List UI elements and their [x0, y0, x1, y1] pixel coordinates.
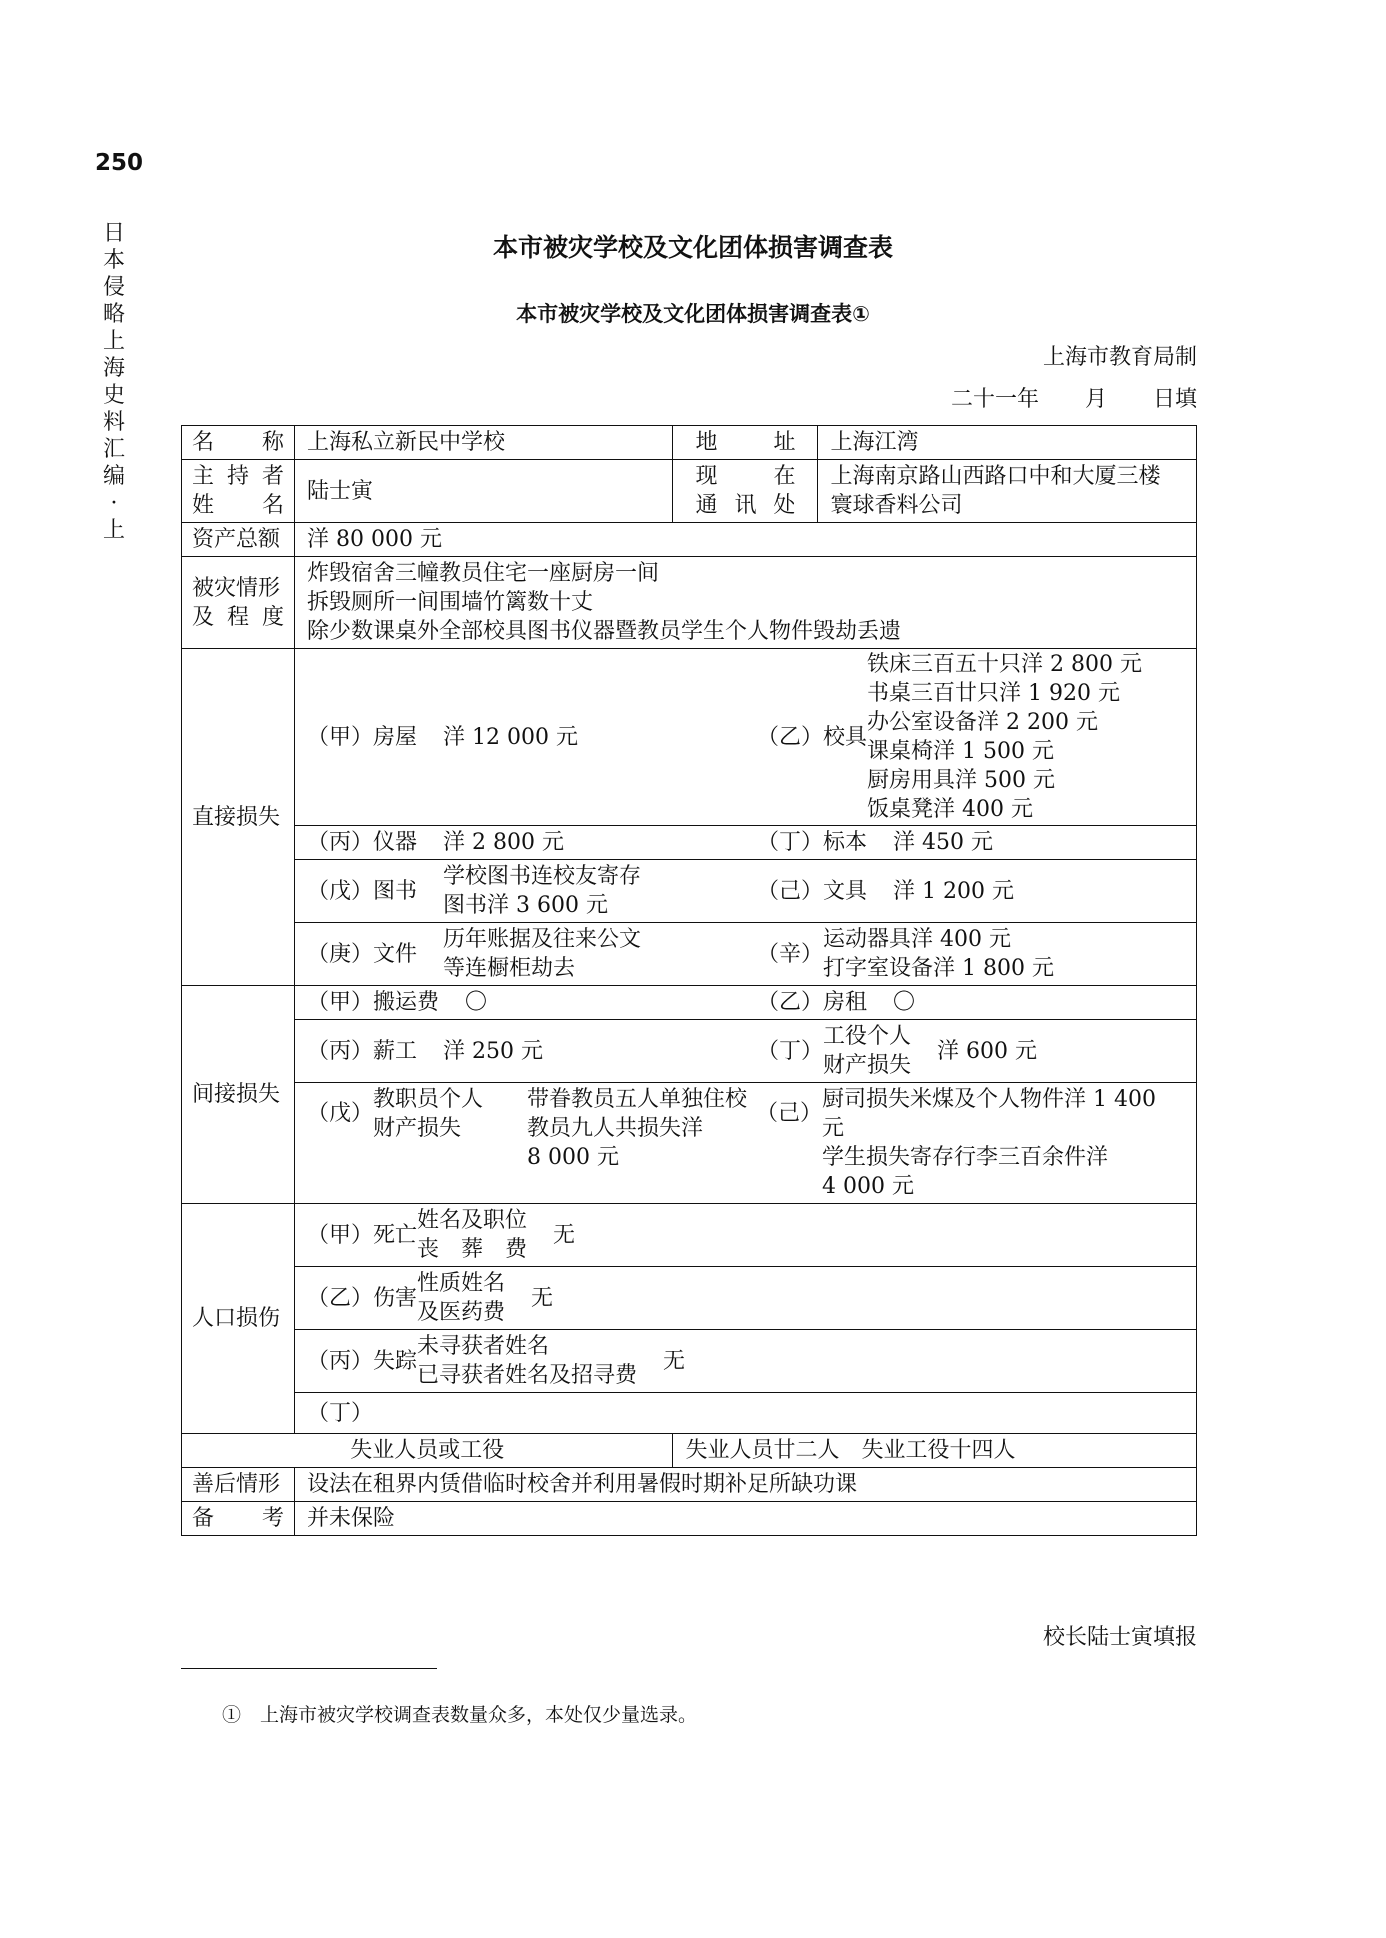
label-indirect: 间接损失 — [182, 986, 295, 1204]
direct-jia-value: 洋 12 000 元 — [443, 724, 578, 750]
indirect-ji-tag: （己） — [755, 1101, 822, 1126]
indirect-jia-value: 〇 — [465, 990, 488, 1015]
direct-geng-value: 历年账据及往来公文 等连橱柜劫去 — [443, 927, 642, 981]
indirect-row-1 — [182, 986, 1197, 1020]
label-unemployed: 失业人员或工役 — [182, 1434, 673, 1468]
casualty-yi-label: 性质姓名 及医药费 — [417, 1271, 506, 1325]
page-title: 本市被灾学校及文化团体损害调查表 — [492, 233, 893, 262]
direct-wu-tag: （戊）图书 — [307, 878, 418, 904]
footnote-divider — [181, 1668, 437, 1669]
indirect-row-2 — [182, 1020, 1197, 1083]
indirect-bing-value: 洋 250 元 — [443, 1038, 543, 1064]
row-remarks — [182, 1502, 1197, 1536]
direct-ding-value: 洋 450 元 — [893, 830, 993, 855]
direct-jia-tag: （甲）房屋 — [307, 724, 418, 750]
row-host — [182, 460, 1197, 523]
direct-row-3 — [182, 860, 1197, 923]
direct-xin-value: 运动器具洋 400 元 打字室设备洋 1 800 元 — [823, 927, 1054, 981]
label-host: 主 持 者 姓 名 — [182, 460, 295, 523]
label-casualty: 人口损伤 — [182, 1204, 295, 1434]
value-contact: 上海南京路山西路口中和大厦三楼 寰球香料公司 — [818, 460, 1197, 523]
direct-yi-tag: （乙）校具 — [757, 724, 868, 750]
casualty-ding-tag: （丁） — [295, 1393, 1197, 1434]
value-disaster: 炸毁宿舍三幢教员住宅一座厨房一间 拆毁厕所一间围墙竹篱数十丈 除少数课桌外全部校具图书仪器暨教员学生个人物件毁劫丢遗 — [295, 557, 1197, 649]
casualty-yi-tag: （乙）伤害 — [307, 1285, 418, 1311]
casualty-yi-value: 无 — [531, 1285, 554, 1311]
label-name: 名 称 — [182, 426, 295, 460]
date-month: 月 — [1084, 387, 1107, 412]
direct-geng-tag: （庚）文件 — [307, 941, 418, 967]
casualty-bing-label: 未寻获者姓名 已寻获者姓名及招寻费 — [417, 1334, 638, 1388]
label-direct: 直接损失 — [182, 649, 295, 986]
indirect-ding-tag: （丁） — [757, 1038, 824, 1064]
direct-yi-value: 铁床三百五十只洋 2 800 元 书桌三百廿只洋 1 920 元 办公室设备洋 2 200 元 课桌椅洋 1 500 元 厨房用具洋 500 元 饭桌凳洋 400 元 — [867, 652, 1142, 822]
indirect-yi-value: 〇 — [893, 990, 916, 1015]
label-assets: 资产总额 — [182, 523, 295, 557]
label-contact: 现 在 通 讯 处 — [673, 460, 818, 523]
indirect-ding-label: 工役个人 财产损失 — [823, 1024, 912, 1078]
casualty-row-2 — [182, 1267, 1197, 1330]
direct-bing-tag: （丙）仪器 — [307, 830, 418, 855]
row-aftermath — [182, 1468, 1197, 1502]
label-address: 地 址 — [673, 426, 818, 460]
running-book-title: 日本侵略上海史料汇编·上 — [102, 221, 125, 543]
casualty-jia-tag: （甲）死亡 — [307, 1222, 418, 1248]
indirect-wu-label: 教职员个人 财产损失 — [373, 1087, 484, 1141]
direct-row-2 — [182, 826, 1197, 860]
casualty-jia-value: 无 — [553, 1222, 576, 1248]
direct-xin-tag: （辛） — [757, 941, 824, 967]
table-title: 本市被灾学校及文化团体损害调查表① — [516, 302, 870, 326]
indirect-bing-tag: （丙）薪工 — [307, 1038, 418, 1064]
casualty-bing-tag: （丙）失踪 — [307, 1348, 418, 1374]
direct-wu-value: 学校图书连校友寄存 图书洋 3 600 元 — [443, 864, 642, 918]
value-address: 上海江湾 — [818, 426, 1197, 460]
date-line — [951, 382, 1197, 413]
date-year: 二十一年 — [950, 387, 1039, 412]
issuer: 上海市教育局制 — [1042, 345, 1197, 370]
casualty-jia-label: 姓名及职位 丧 葬 费 — [417, 1208, 528, 1262]
date-day: 日填 — [1152, 387, 1197, 412]
casualty-row-4 — [182, 1393, 1197, 1434]
indirect-ding-value: 洋 600 元 — [937, 1038, 1038, 1064]
direct-bing-value: 洋 2 800 元 — [443, 830, 564, 855]
label-aftermath: 善后情形 — [182, 1468, 295, 1502]
indirect-jia-tag: （甲）搬运费 — [307, 990, 440, 1015]
damage-survey-table — [181, 425, 1197, 1536]
value-host: 陆士寅 — [295, 460, 673, 523]
value-remarks: 并未保险 — [295, 1502, 1197, 1536]
row-name — [182, 426, 1197, 460]
row-assets — [182, 523, 1197, 557]
label-disaster: 被灾情形 及 程 度 — [182, 557, 295, 649]
direct-ji-value: 洋 1 200 元 — [893, 878, 1014, 904]
label-remarks: 备 考 — [182, 1502, 295, 1536]
casualty-row-3 — [182, 1330, 1197, 1393]
page-number: 250 — [95, 150, 144, 176]
row-unemployed — [182, 1434, 1197, 1468]
value-aftermath: 设法在租界内赁借临时校舍并利用暑假时期补足所缺功课 — [295, 1468, 1197, 1502]
indirect-yi-tag: （乙）房租 — [757, 990, 868, 1015]
casualty-bing-value: 无 — [663, 1348, 686, 1374]
casualty-row-1 — [182, 1204, 1197, 1267]
value-assets: 洋 80 000 元 — [295, 523, 1197, 557]
value-name: 上海私立新民中学校 — [295, 426, 673, 460]
row-disaster — [182, 557, 1197, 649]
direct-ding-tag: （丁）标本 — [757, 830, 868, 855]
indirect-row-3 — [182, 1083, 1197, 1204]
direct-ji-tag: （己）文具 — [757, 878, 868, 904]
direct-row-4 — [182, 923, 1197, 986]
indirect-ji-value: 厨司损失米煤及个人物件洋 1 400 元 学生损失寄存行李三百余件洋 4 000 元 — [822, 1087, 1156, 1199]
direct-row-1 — [182, 649, 1197, 826]
indirect-wu-value: 带眷教员五人单独住校 教员九人共损失洋 8 000 元 — [527, 1087, 748, 1170]
footnote: ① 上海市被灾学校调查表数量众多，本处仅少量选录。 — [222, 1704, 698, 1726]
signature-line: 校长陆士寅填报 — [1042, 1625, 1197, 1650]
indirect-wu-tag: （戊） — [307, 1101, 374, 1126]
value-unemployed: 失业人员廿二人 失业工役十四人 — [673, 1434, 1197, 1468]
